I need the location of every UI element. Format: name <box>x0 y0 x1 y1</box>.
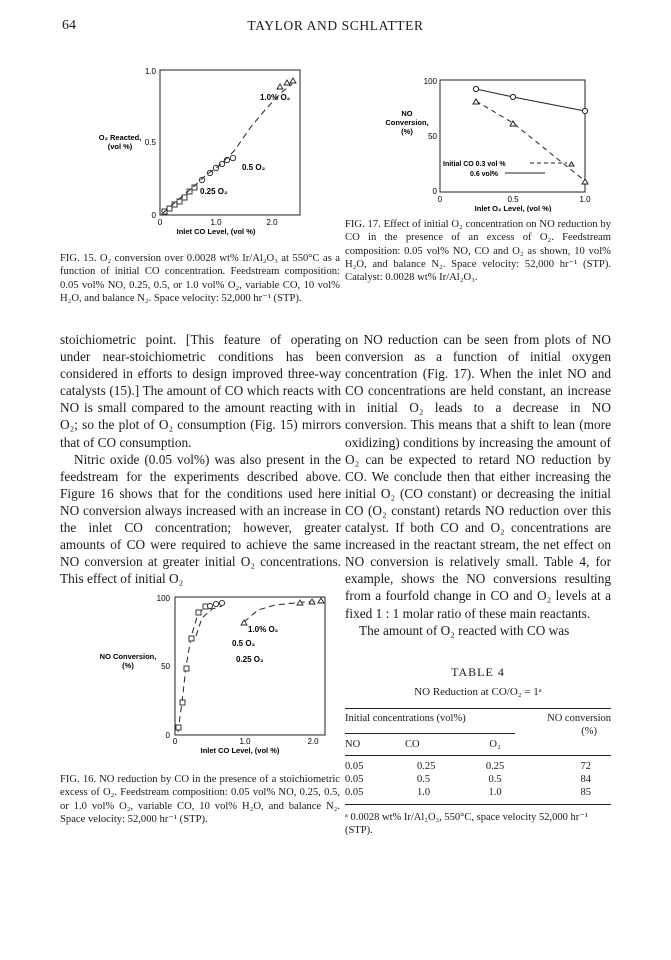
table-4-col-co: CO <box>405 739 420 750</box>
table-cell: 0.25 <box>417 761 436 772</box>
fig16-label-1: 1.0% O₂ <box>248 625 279 634</box>
fig16-marker <box>207 603 212 608</box>
fig15-marker <box>219 161 224 166</box>
fig16-marker <box>184 666 189 671</box>
figure-17 <box>345 72 610 212</box>
table-row <box>345 786 611 804</box>
fig17-marker <box>582 179 588 184</box>
fig16-ytick-3: 0 <box>165 731 170 740</box>
table-4-conv-unit: (%) <box>581 726 597 737</box>
table-cell: 0.05 <box>345 774 364 785</box>
fig15-marker <box>167 206 172 211</box>
fig17-legend-marker <box>569 162 574 166</box>
fig15-label-3: 0.25 O₂ <box>200 187 228 196</box>
fig15-ylabel-2: (vol %) <box>107 142 133 151</box>
fig15-xtick-3: 2.0 <box>266 218 278 227</box>
fig16-marker <box>318 598 324 603</box>
fig17-marker <box>473 86 478 91</box>
fig17-ytick-1: 100 <box>423 77 437 86</box>
table-4-grid <box>345 709 611 804</box>
fig15-marker <box>284 80 290 85</box>
fig17-xtick-2: 0.5 <box>507 195 519 204</box>
fig16-curve-0.25 <box>178 606 206 732</box>
table-cell: 0.05 <box>345 787 364 798</box>
fig17-marker <box>582 108 587 113</box>
fig15-marker <box>290 78 296 83</box>
fig15-plot-frame <box>160 70 300 215</box>
fig17-ylabel-1: NO <box>401 109 413 118</box>
fig17-ytick-2: 50 <box>428 132 437 141</box>
running-head: TAYLOR AND SCHLATTER <box>247 18 424 33</box>
table-cell: 1.0 <box>488 787 502 798</box>
right-column-text <box>345 331 611 639</box>
table-4-bottom-rule <box>345 804 611 805</box>
page-number: 64 <box>62 18 76 33</box>
table-row <box>345 756 611 773</box>
page-header <box>0 18 671 38</box>
fig16-caption: FIG. 16. NO reduction by CO in the presence of a stoichiometric excess of O₂. Feedstream composition: 0.05 vol% NO, 0.25, 0.5, or 1.0 vol% O₂, variable CO, 10 vol% H₂O, and balance N₂. Space velocity: 52,000 hr⁻¹ (STP). <box>60 774 340 825</box>
table-cell: 0.5 <box>417 774 431 785</box>
fig17-line-0.3 <box>476 101 585 181</box>
fig16-label-2: 0.5 O₂ <box>232 639 256 648</box>
fig16-xtick-3: 2.0 <box>307 737 319 746</box>
fig17-legend-2: 0.6 vol% <box>469 171 498 178</box>
fig16-label-3: 0.25 O₂ <box>236 655 264 664</box>
fig17-marker <box>473 99 479 104</box>
fig15-xtick-1: 0 <box>157 218 163 227</box>
left-paragraph-2: Nitric oxide (0.05 vol%) was also present in the feedstream for the experiments described above. Figure 16 shows that for the conditions used here NO conversion always increased with an increase in the inlet CO concentration; however, greater amounts of CO were required to achieve the same NO conversion at greater initial O₂ concentrations. This effect of initial O₂ <box>60 451 341 587</box>
fig15-xtick-2: 1.0 <box>210 218 222 227</box>
fig16-xlabel: Inlet CO Level, (vol %) <box>200 746 280 755</box>
table-4-conv-header: NO conversion <box>547 713 611 724</box>
fig16-marker <box>189 636 194 641</box>
fig17-caption: FIG. 17. Effect of initial O₂ concentration on NO reduction by CO in the presence of an excess of O₂. Feedstream composition: 0.05 vol% NO, CO and O₂ as shown, 10 vol% H₂O, and balance N₂. Space velocity: 52,000 hr⁻¹ (STP). Catalyst: 0.0028 wt% Ir/Al₂O₃. <box>345 219 611 284</box>
table-4-group-rule <box>345 733 515 734</box>
fig17-marker <box>510 94 515 99</box>
fig15-ytick-1: 1.0 <box>144 67 156 76</box>
fig16-ytick-2: 50 <box>161 662 170 671</box>
fig15-marker <box>277 84 283 89</box>
fig16-ylabel-1: NO Conversion, <box>99 652 157 661</box>
fig16-marker <box>176 725 181 730</box>
table-cell: 84 <box>580 774 591 785</box>
left-paragraph-1: stoichiometric point. [This feature of operating under near-stoichiometric conditions has been considered in efforts to design improved three-way catalysts (15).] The amount of CO which reacts with NO is small compared to the amount reacting with O₂; so the plot of O₂ consumption (Fig. 15) mirrors that of CO consumption. <box>60 332 341 450</box>
right-paragraph-2: The amount of O₂ reacted with CO was <box>359 622 570 638</box>
fig15-marker <box>207 170 212 175</box>
fig16-marker <box>219 600 224 605</box>
table-4-subtitle: NO Reduction at CO/O₂ = 1ᵃ <box>414 686 542 698</box>
table-cell: 0.5 <box>488 774 502 785</box>
fig16-marker <box>180 700 185 705</box>
fig17-xtick-1: 0 <box>437 195 443 204</box>
fig15-marker <box>230 155 235 160</box>
fig16-ylabel-2: (%) <box>122 661 134 670</box>
figure-15-chart <box>60 60 345 250</box>
table-cell: 1.0 <box>417 787 431 798</box>
figure-16-chart <box>60 592 345 767</box>
table-4-group-header: Initial concentrations (vol%) <box>345 713 466 724</box>
fig17-line-0.6 <box>476 89 585 111</box>
table-4-header-row-3 <box>345 738 611 755</box>
table-4-col-o2: O₂ <box>489 739 501 750</box>
figure-16 <box>60 592 345 767</box>
table-cell: 72 <box>580 761 591 772</box>
fig16-plot-frame <box>175 597 325 735</box>
table-4 <box>345 665 611 837</box>
table-cell: 85 <box>580 787 591 798</box>
fig15-label-2: 0.5 O₂ <box>242 163 266 172</box>
fig15-caption: FIG. 15. O₂ conversion over 0.0028 wt% Ir/Al₂O₃ at 550°C as a function of initial CO concentration. Feedstream composition: 0.05 vol% NO, 0.25, 0.5, or 1.0 vol% O₂, variable CO, 10 vol% H₂O, and balance N₂. Space velocity: 52,000 hr⁻¹ (STP). <box>60 253 340 304</box>
fig15-label-1: 1.0% O₂ <box>260 93 291 102</box>
fig15-xlabel: Inlet CO Level, (vol %) <box>176 227 256 236</box>
figure-15 <box>60 60 345 250</box>
table-4-header-row-2 <box>345 725 611 738</box>
fig16-xtick-1: 0 <box>172 737 178 746</box>
fig16-markers <box>176 598 324 730</box>
fig16-marker <box>196 610 201 615</box>
fig16-xtick-2: 1.0 <box>239 737 251 746</box>
table-4-col-no: NO <box>345 739 361 750</box>
fig17-ytick-3: 0 <box>432 187 437 196</box>
fig17-xlabel: Inlet O₂ Level, (vol %) <box>474 204 552 212</box>
fig15-marker <box>177 199 182 204</box>
fig17-ylabel-3: (%) <box>401 127 413 136</box>
fig15-ylabel-1: O₂ Reacted, <box>98 133 142 142</box>
fig16-marker <box>213 601 218 606</box>
table-cell: 0.25 <box>485 761 505 772</box>
figure-17-chart <box>345 72 610 212</box>
fig15-marker <box>213 165 218 170</box>
fig15-marker <box>182 195 187 200</box>
fig17-xtick-3: 1.0 <box>579 195 591 204</box>
table-4-footnote: ᵃ 0.0028 wt% Ir/Al₂O₃, 550°C, space velocity 52,000 hr⁻¹ (STP). <box>345 812 588 836</box>
right-paragraph-1: on NO reduction can be seen from plots of NO conversion as a function of initial oxygen concentration (Fig. 17). When the inlet NO and CO concentrations are held constant, an increase in initial O₂ leads to a decrease in NO conversion. This means that a shift to lean (more oxidizing) conditions by increasing the amount of O₂ can be expected to retard NO reduction by CO. We conclude then that either increasing the initial O₂ (CO constant) or decreasing the initial CO (O₂ constant) retards NO reduction over this catalyst. If both CO and O₂ concentrations are increased in the reactant stream, the net effect on NO conversion is relatively small. Table 4, for example, shows the NO conversions resulting from a fourfold change in CO and O₂ levels at a fixed 1 : 1 molar ratio of these main reactants. <box>345 332 611 621</box>
fig17-legend-1: Initial CO 0.3 vol % <box>443 161 506 168</box>
left-column-text <box>60 331 341 587</box>
fig15-ytick-2: 0.5 <box>144 138 156 147</box>
table-row <box>345 773 611 786</box>
fig15-ytick-3: 0 <box>151 211 156 220</box>
table-4-header-row-1 <box>345 709 611 725</box>
fig16-ytick-1: 100 <box>156 594 170 603</box>
table-cell: 0.05 <box>345 761 364 772</box>
fig17-ylabel-2: Conversion, <box>385 118 429 127</box>
table-4-title: TABLE 4 <box>451 665 505 679</box>
